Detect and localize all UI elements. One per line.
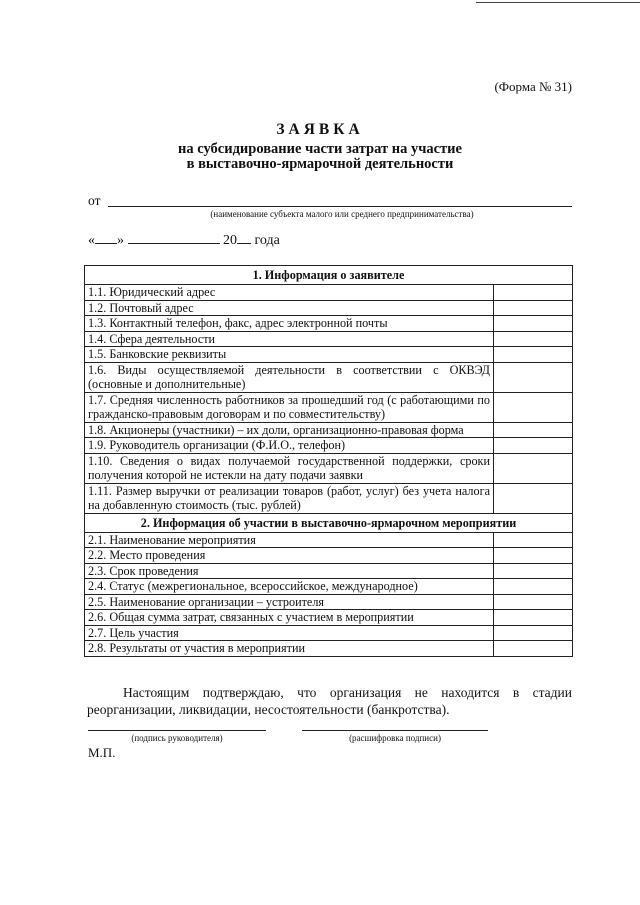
- table-row: [85, 362, 573, 392]
- table-row: [85, 453, 573, 483]
- field-label: 2.5. Наименование организации – устроителя: [85, 594, 494, 610]
- field-value-cell[interactable]: [494, 563, 573, 579]
- field-value-cell[interactable]: [494, 483, 573, 513]
- table-row: [85, 641, 573, 657]
- application-table: [84, 265, 573, 657]
- year-prefix: 20: [223, 233, 237, 248]
- table-row: [85, 285, 573, 301]
- field-value-cell[interactable]: [494, 548, 573, 564]
- field-label: 1.1. Юридический адрес: [85, 285, 494, 301]
- signature-decoding-line[interactable]: [302, 730, 488, 731]
- form-number: (Форма № 31): [494, 79, 572, 94]
- table-row: [85, 316, 573, 332]
- table-row: [85, 331, 573, 347]
- signature-line[interactable]: [88, 730, 266, 731]
- field-value-cell[interactable]: [494, 422, 573, 438]
- table-row: [85, 483, 573, 513]
- signature-decoding-hint: (расшифровка подписи): [349, 733, 441, 743]
- date-field: [88, 231, 280, 249]
- field-label: 1.2. Почтовый адрес: [85, 300, 494, 316]
- section1-header-row: [85, 266, 573, 285]
- table-row: [85, 392, 573, 422]
- month-blank[interactable]: [128, 231, 220, 244]
- field-label: 1.9. Руководитель организации (Ф.И.О., телефон): [85, 438, 494, 454]
- field-label: 2.4. Статус (межрегиональное, всероссийское, международное): [85, 579, 494, 595]
- field-value-cell[interactable]: [494, 453, 573, 483]
- subtitle-line-2: в выставочно-ярмарочной деятельности: [186, 156, 454, 172]
- field-value-cell[interactable]: [494, 625, 573, 641]
- table-row: [85, 532, 573, 548]
- signature-hint: (подпись руководителя): [131, 733, 223, 743]
- document-title: ЗАЯВКА: [276, 121, 364, 138]
- field-value-cell[interactable]: [494, 392, 573, 422]
- table-row: [85, 563, 573, 579]
- table-row: [85, 438, 573, 454]
- section2-title: 2. Информация об участии в выставочно-ярмарочном мероприятии: [85, 513, 573, 532]
- confirmation-statement: Настоящим подтверждаю, что организация не находится в стадии реорганизации, ликвидации, несостоятельности (банкротства).: [87, 685, 572, 717]
- field-value-cell[interactable]: [494, 594, 573, 610]
- date-open-quote: «: [88, 233, 95, 248]
- field-label: 2.6. Общая сумма затрат, связанных с участием в мероприятии: [85, 610, 494, 626]
- field-label: 2.2. Место проведения: [85, 548, 494, 564]
- field-label: 1.4. Сфера деятельности: [85, 331, 494, 347]
- day-blank[interactable]: [95, 231, 117, 244]
- field-label: 2.8. Результаты от участия в мероприятии: [85, 641, 494, 657]
- year-blank[interactable]: [237, 231, 251, 244]
- applicant-name-hint: (наименование субъекта малого или среднего предпринимательства): [210, 209, 474, 219]
- field-value-cell[interactable]: [494, 532, 573, 548]
- date-close-quote: »: [117, 233, 124, 248]
- field-value-cell[interactable]: [494, 347, 573, 363]
- field-value-cell[interactable]: [494, 641, 573, 657]
- applicant-name-field[interactable]: [88, 193, 572, 209]
- field-value-cell[interactable]: [494, 438, 573, 454]
- field-value-cell[interactable]: [494, 300, 573, 316]
- stamp-place-label: М.П.: [88, 745, 116, 760]
- table-row: [85, 594, 573, 610]
- applicant-name-line[interactable]: [108, 206, 572, 207]
- section1-title: 1. Информация о заявителе: [85, 266, 573, 285]
- field-label: 2.7. Цель участия: [85, 625, 494, 641]
- table-row: [85, 625, 573, 641]
- table-row: [85, 548, 573, 564]
- subtitle-line-1: на субсидирование части затрат на участие: [178, 141, 462, 157]
- table-row: [85, 610, 573, 626]
- field-label: 1.7. Средняя численность работников за прошедший год (с работающими по гражданско-правовым договорам и по совместительству): [85, 392, 494, 422]
- field-value-cell[interactable]: [494, 316, 573, 332]
- field-value-cell[interactable]: [494, 285, 573, 301]
- table-row: [85, 422, 573, 438]
- section2-header-row: [85, 513, 573, 532]
- table-row: [85, 347, 573, 363]
- field-label: 1.11. Размер выручки от реализации товаров (работ, услуг) без учета налога на добавленную стоимость (тыс. рублей): [85, 483, 494, 513]
- from-label: от: [88, 193, 101, 208]
- field-value-cell[interactable]: [494, 579, 573, 595]
- field-label: 1.5. Банковские реквизиты: [85, 347, 494, 363]
- scan-edge-line: [476, 2, 640, 3]
- document-subtitle: [0, 142, 640, 172]
- field-value-cell[interactable]: [494, 331, 573, 347]
- table-row: [85, 579, 573, 595]
- field-value-cell[interactable]: [494, 362, 573, 392]
- field-label: 2.3. Срок проведения: [85, 563, 494, 579]
- field-label: 1.6. Виды осуществляемой деятельности в соответствии с ОКВЭД (основные и дополнительные): [85, 362, 494, 392]
- year-suffix: года: [254, 233, 280, 248]
- field-value-cell[interactable]: [494, 610, 573, 626]
- field-label: 1.8. Акционеры (участники) – их доли, организационно-правовая форма: [85, 422, 494, 438]
- field-label: 1.3. Контактный телефон, факс, адрес электронной почты: [85, 316, 494, 332]
- field-label: 1.10. Сведения о видах получаемой государственной поддержки, сроки получения которой не истекли на дату подачи заявки: [85, 453, 494, 483]
- field-label: 2.1. Наименование мероприятия: [85, 532, 494, 548]
- table-row: [85, 300, 573, 316]
